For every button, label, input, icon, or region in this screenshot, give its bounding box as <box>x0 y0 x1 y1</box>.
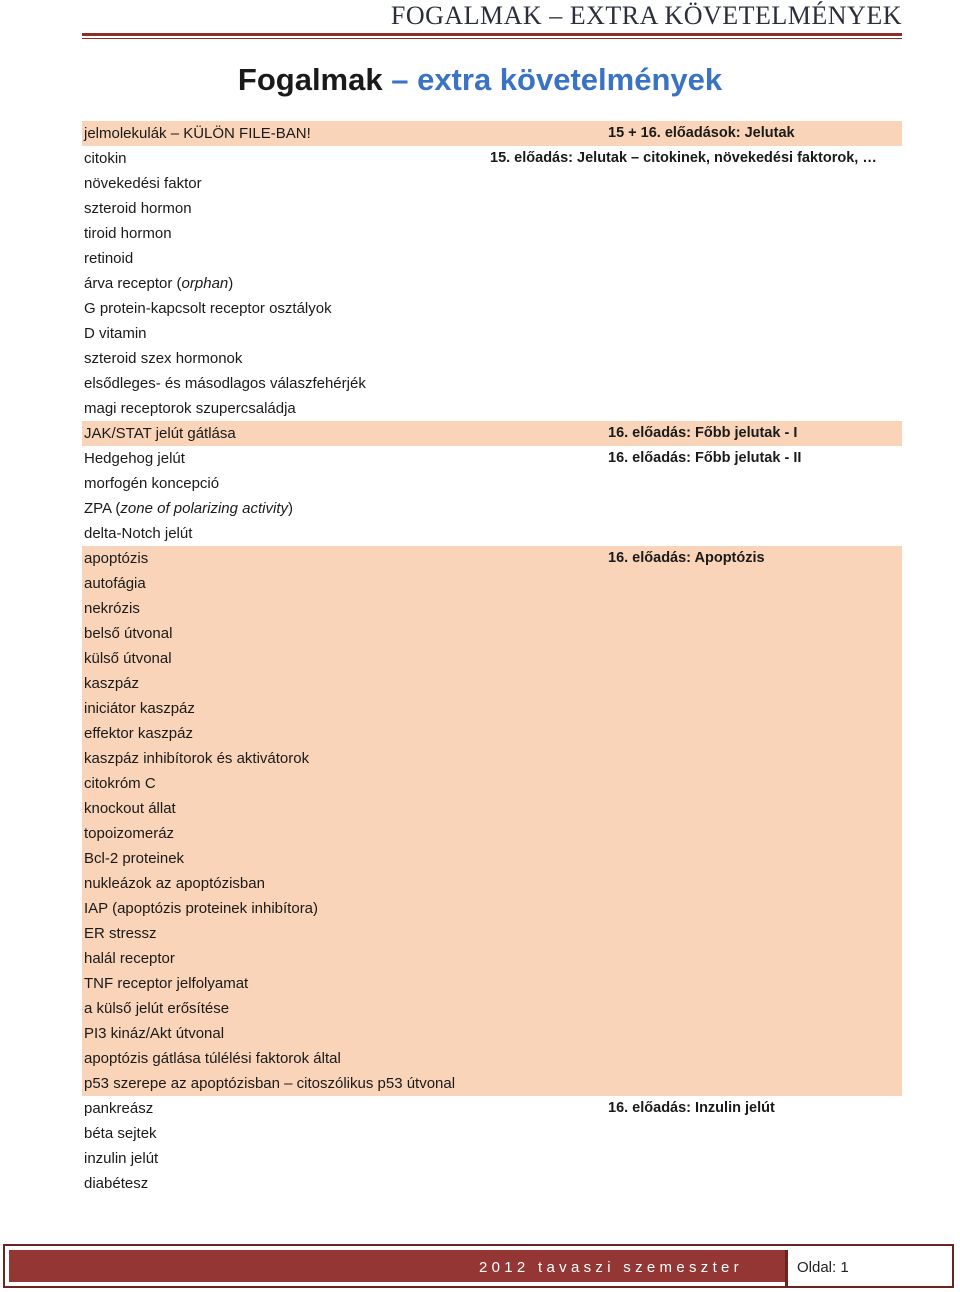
table-row <box>82 146 902 171</box>
table-row <box>82 121 902 146</box>
table-row <box>82 696 902 721</box>
term-text: elsődleges- és másodlagos válaszfehérjék <box>84 375 366 392</box>
term-text: knockout állat <box>84 800 176 817</box>
table-row <box>82 671 902 696</box>
term-text: magi receptorok szupercsaládja <box>84 400 296 417</box>
table-row <box>82 921 902 946</box>
table-row <box>82 446 902 471</box>
term-text: D vitamin <box>84 325 147 342</box>
table-row <box>82 1096 902 1121</box>
page-title-dash: – <box>382 62 418 97</box>
table-row <box>82 771 902 796</box>
term-text: nekrózis <box>84 600 140 617</box>
term-text: citokin <box>84 150 127 167</box>
term-text: ER stressz <box>84 925 157 942</box>
table-row <box>82 346 902 371</box>
table-row <box>82 221 902 246</box>
term-text: iniciátor kaszpáz <box>84 700 195 717</box>
table-row <box>82 1046 902 1071</box>
term-text: jelmolekulák – KÜLÖN FILE-BAN! <box>84 125 311 142</box>
table-row <box>82 746 902 771</box>
table-row <box>82 321 902 346</box>
term-text: TNF receptor jelfolyamat <box>84 975 249 992</box>
page-number: Oldal: 1 <box>785 1250 948 1286</box>
footer-bar <box>9 1250 948 1282</box>
term-text: G protein-kapcsolt receptor osztályok <box>84 300 332 317</box>
term-text-italic: orphan <box>181 275 229 292</box>
table-row <box>82 421 902 446</box>
lecture-ref: 16. előadás: Inzulin jelút <box>608 1100 775 1116</box>
term-text: szteroid szex hormonok <box>84 350 243 367</box>
term-text-part: árva receptor ( <box>84 275 182 292</box>
term-text: topoizomeráz <box>84 825 175 842</box>
table-row <box>82 796 902 821</box>
lecture-ref: 16. előadás: Apoptózis <box>608 550 765 566</box>
table-row <box>82 996 902 1021</box>
page-title-main: Fogalmak <box>237 62 383 97</box>
footer-semester: 2012 tavaszi szemeszter <box>479 1259 743 1276</box>
term-text: belső útvonal <box>84 625 173 642</box>
page-title <box>0 58 960 102</box>
terms-table <box>82 121 902 1196</box>
term-text-part: ) <box>288 500 293 517</box>
term-text: morfogén koncepció <box>84 475 220 492</box>
table-row <box>82 296 902 321</box>
term-text: nukleázok az apoptózisban <box>84 875 265 892</box>
term-text: delta-Notch jelút <box>84 525 193 542</box>
term-text <box>84 271 233 296</box>
term-text: IAP (apoptózis proteinek inhibítora) <box>84 900 319 917</box>
term-text: PI3 kináz/Akt útvonal <box>84 1025 225 1042</box>
term-text: növekedési faktor <box>84 175 202 192</box>
table-row <box>82 396 902 421</box>
table-row <box>82 1021 902 1046</box>
table-row <box>82 1146 902 1171</box>
term-text: béta sejtek <box>84 1125 157 1142</box>
table-row <box>82 946 902 971</box>
table-row <box>82 496 902 521</box>
term-text: diabétesz <box>84 1175 149 1192</box>
header-rule <box>82 33 902 36</box>
term-text: apoptózis <box>84 550 149 567</box>
table-row <box>82 246 902 271</box>
table-row <box>82 596 902 621</box>
table-row <box>82 1121 902 1146</box>
lecture-ref: 15 + 16. előadások: Jelutak <box>608 125 795 141</box>
table-row <box>82 571 902 596</box>
term-text-italic: zone of polarizing activity <box>120 500 288 517</box>
table-row <box>82 521 902 546</box>
table-row <box>82 1171 902 1196</box>
term-text: inzulin jelút <box>84 1150 159 1167</box>
table-row <box>82 646 902 671</box>
header-rule-thin <box>82 38 902 39</box>
table-row <box>82 546 902 571</box>
table-row <box>82 271 902 296</box>
term-text: kaszpáz inhibítorok és aktivátorok <box>84 750 310 767</box>
table-row <box>82 371 902 396</box>
table-row <box>82 871 902 896</box>
term-text-part: ZPA ( <box>84 500 121 517</box>
term-text: citokróm C <box>84 775 156 792</box>
table-row <box>82 971 902 996</box>
lecture-ref: 15. előadás: Jelutak – citokinek, növekedési faktorok, … <box>490 150 877 166</box>
term-text: a külső jelút erősítése <box>84 1000 230 1017</box>
term-text: külső útvonal <box>84 650 172 667</box>
table-row <box>82 846 902 871</box>
term-text: p53 szerepe az apoptózisban – citoszólikus p53 útvonal <box>84 1075 456 1092</box>
term-text: szteroid hormon <box>84 200 192 217</box>
table-row <box>82 821 902 846</box>
table-row <box>82 896 902 921</box>
term-text <box>84 496 293 521</box>
term-text: Bcl-2 proteinek <box>84 850 185 867</box>
term-text: apoptózis gátlása túlélési faktorok által <box>84 1050 341 1067</box>
term-text: tiroid hormon <box>84 225 172 242</box>
table-row <box>82 1071 902 1096</box>
header-title: FOGALMAK – EXTRA KÖVETELMÉNYEK <box>390 1 902 30</box>
term-text-part: ) <box>228 275 234 292</box>
table-row <box>82 471 902 496</box>
table-row <box>82 196 902 221</box>
term-text: JAK/STAT jelút gátlása <box>84 425 236 442</box>
term-text: effektor kaszpáz <box>84 725 193 742</box>
term-text: autofágia <box>84 575 146 592</box>
table-row <box>82 171 902 196</box>
page-title-subtitle: extra követelmények <box>417 62 723 97</box>
lecture-ref: 16. előadás: Főbb jelutak - I <box>608 425 798 441</box>
term-text: kaszpáz <box>84 675 140 692</box>
table-row <box>82 721 902 746</box>
term-text: halál receptor <box>84 950 175 967</box>
term-text: Hedgehog jelút <box>84 450 185 467</box>
term-text: pankreász <box>84 1100 154 1117</box>
term-text: retinoid <box>84 250 134 267</box>
footer <box>3 1244 954 1288</box>
table-row <box>82 621 902 646</box>
lecture-ref: 16. előadás: Főbb jelutak - II <box>608 450 802 466</box>
